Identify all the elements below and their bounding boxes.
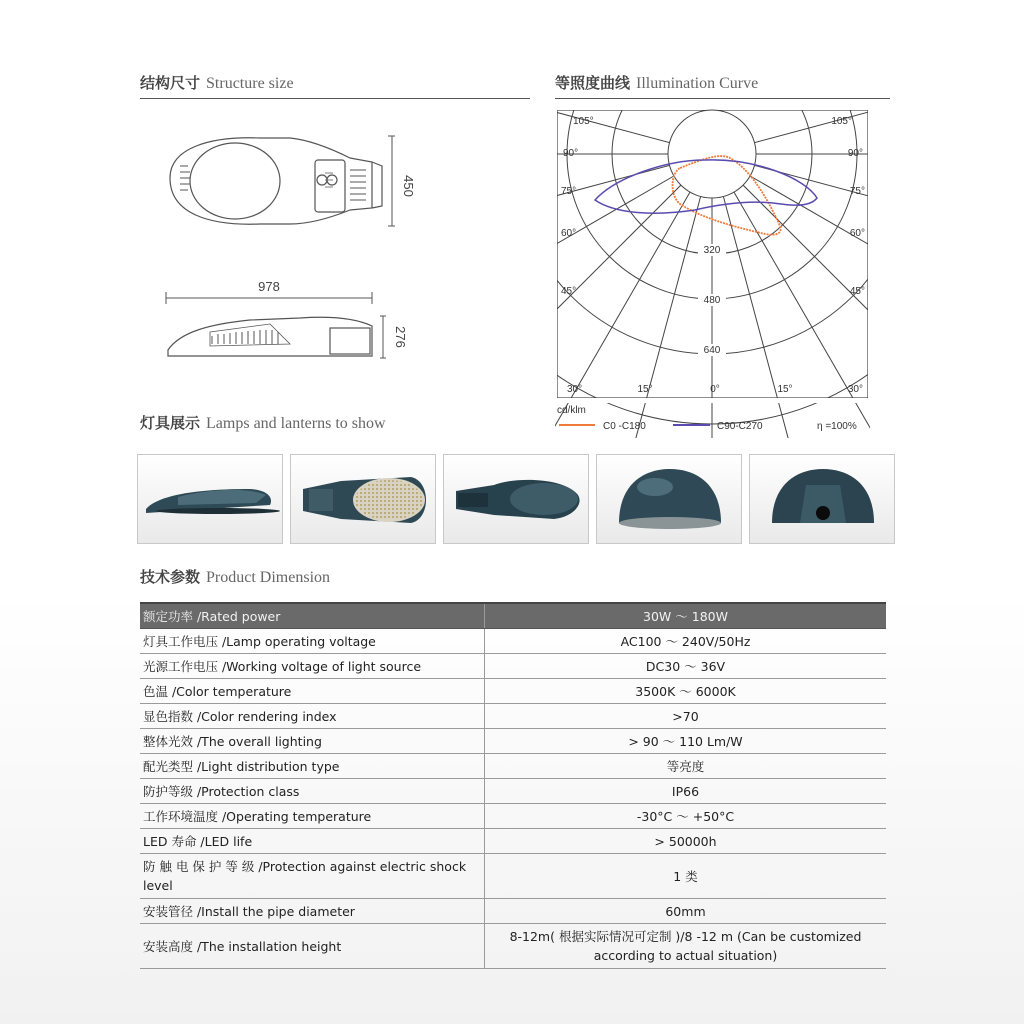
structure-title-en: Structure size — [206, 75, 294, 92]
illumination-curve-header — [555, 70, 890, 99]
angle-label: 45° — [849, 286, 865, 297]
spec-value: > 90 ～ 110 Lm/W — [485, 729, 887, 754]
spec-label: 安装管径 /Install the pipe diameter — [140, 899, 485, 924]
spec-row — [140, 729, 886, 754]
radial-label: 480 — [703, 295, 721, 306]
lamp-photo-top[interactable] — [443, 454, 589, 544]
spec-row — [140, 603, 886, 629]
illumination-curve-chart — [555, 108, 870, 438]
spec-value: 1 类 — [485, 854, 887, 899]
spec-row — [140, 899, 886, 924]
efficiency-label: η =100% — [817, 421, 857, 432]
spec-value: -30°C ～ +50°C — [485, 804, 887, 829]
spec-label: 防 触 电 保 护 等 级 /Protection against electric shock level — [140, 854, 485, 899]
spec-value: 8-12m( 根据实际情况可定制 )/8 -12 m (Can be customized according to actual situation) — [485, 924, 887, 969]
product-title-zh: 技术参数 — [140, 568, 201, 586]
angle-label: 30° — [567, 384, 583, 395]
front-view-lamp-image — [597, 455, 742, 544]
spec-label: 配光类型 /Light distribution type — [140, 754, 485, 779]
spec-label: 防护等级 /Protection class — [140, 779, 485, 804]
angle-label: 45° — [561, 286, 577, 297]
structure-size-header — [140, 70, 530, 99]
curve-title-zh: 等照度曲线 — [555, 74, 631, 92]
angle-label: 60° — [561, 228, 577, 239]
lamp-photo-front[interactable] — [596, 454, 742, 544]
side-dim-label: 276 — [393, 326, 408, 348]
spec-value: > 50000h — [485, 829, 887, 854]
spec-row — [140, 629, 886, 654]
lamp-photo-rear[interactable] — [749, 454, 895, 544]
side-view-lamp-image — [138, 455, 283, 544]
angle-label: 75° — [849, 186, 865, 197]
spec-row — [140, 754, 886, 779]
lamps-header — [140, 410, 890, 438]
bottom-view-lamp-image — [291, 455, 436, 544]
angle-label: 0° — [710, 384, 720, 395]
spec-value: 等亮度 — [485, 754, 887, 779]
legend-c0-label: C0 -C180 — [603, 421, 646, 432]
lamps-title-zh: 灯具展示 — [140, 414, 201, 432]
lamp-photo-bottom[interactable] — [290, 454, 436, 544]
angle-label: 90° — [563, 148, 579, 159]
spec-value: 30W ～ 180W — [485, 603, 887, 629]
radial-label: 320 — [703, 245, 721, 256]
angle-label: 105° — [573, 116, 594, 127]
lamp-side-view-drawing — [168, 317, 372, 356]
spec-value: >70 — [485, 704, 887, 729]
spec-label: 显色指数 /Color rendering index — [140, 704, 485, 729]
spec-label: 光源工作电压 /Working voltage of light source — [140, 654, 485, 679]
vent-slots-top — [180, 166, 366, 200]
legend-c90-label: C90-C270 — [717, 421, 763, 432]
spec-row — [140, 654, 886, 679]
spec-value: DC30 ～ 36V — [485, 654, 887, 679]
angle-label: 30° — [847, 384, 863, 395]
spec-value: 3500K ～ 6000K — [485, 679, 887, 704]
spec-row — [140, 704, 886, 729]
product-dimension-header — [140, 564, 890, 592]
spec-row — [140, 829, 886, 854]
spec-label: LED 寿命 /LED life — [140, 829, 485, 854]
lamps-title-en: Lamps and lanterns to show — [206, 415, 386, 432]
angle-label: 105° — [831, 116, 852, 127]
spec-row — [140, 779, 886, 804]
curve-title-en: Illumination Curve — [636, 75, 759, 92]
angle-label: 90° — [847, 148, 863, 159]
height-dim-label: 450 — [401, 175, 416, 197]
rear-view-lamp-image — [750, 455, 895, 544]
top-view-lamp-image — [444, 455, 589, 544]
spec-row — [140, 679, 886, 704]
spec-value: IP66 — [485, 779, 887, 804]
angle-label: 15° — [777, 384, 793, 395]
length-dim-label: 978 — [258, 279, 280, 294]
structure-drawing — [150, 118, 430, 378]
height-dimension — [388, 136, 395, 226]
unit-label: cd/klm — [557, 405, 586, 416]
spec-label: 额定功率 /Rated power — [140, 603, 485, 629]
spec-label: 灯具工作电压 /Lamp operating voltage — [140, 629, 485, 654]
angle-label: 15° — [637, 384, 653, 395]
spec-label: 色温 /Color temperature — [140, 679, 485, 704]
spec-label: 工作环境温度 /Operating temperature — [140, 804, 485, 829]
side-dimension — [380, 316, 386, 358]
structure-title-zh: 结构尺寸 — [140, 74, 201, 92]
spec-row — [140, 924, 886, 969]
radial-label: 640 — [703, 345, 721, 356]
angle-label: 60° — [849, 228, 865, 239]
spec-value: AC100 ～ 240V/50Hz — [485, 629, 887, 654]
center-disc — [668, 110, 756, 198]
angle-label: 75° — [561, 186, 577, 197]
spec-row — [140, 804, 886, 829]
lamp-gallery — [137, 454, 899, 546]
spec-label: 安装高度 /The installation height — [140, 924, 485, 969]
spec-table — [140, 602, 886, 969]
lamp-photo-side[interactable] — [137, 454, 283, 544]
lamp-top-view-drawing — [170, 138, 382, 224]
spec-value: 60mm — [485, 899, 887, 924]
product-title-en: Product Dimension — [206, 569, 331, 586]
vent-slots-side — [212, 330, 278, 344]
spec-label: 整体光效 /The overall lighting — [140, 729, 485, 754]
spec-row — [140, 854, 886, 899]
